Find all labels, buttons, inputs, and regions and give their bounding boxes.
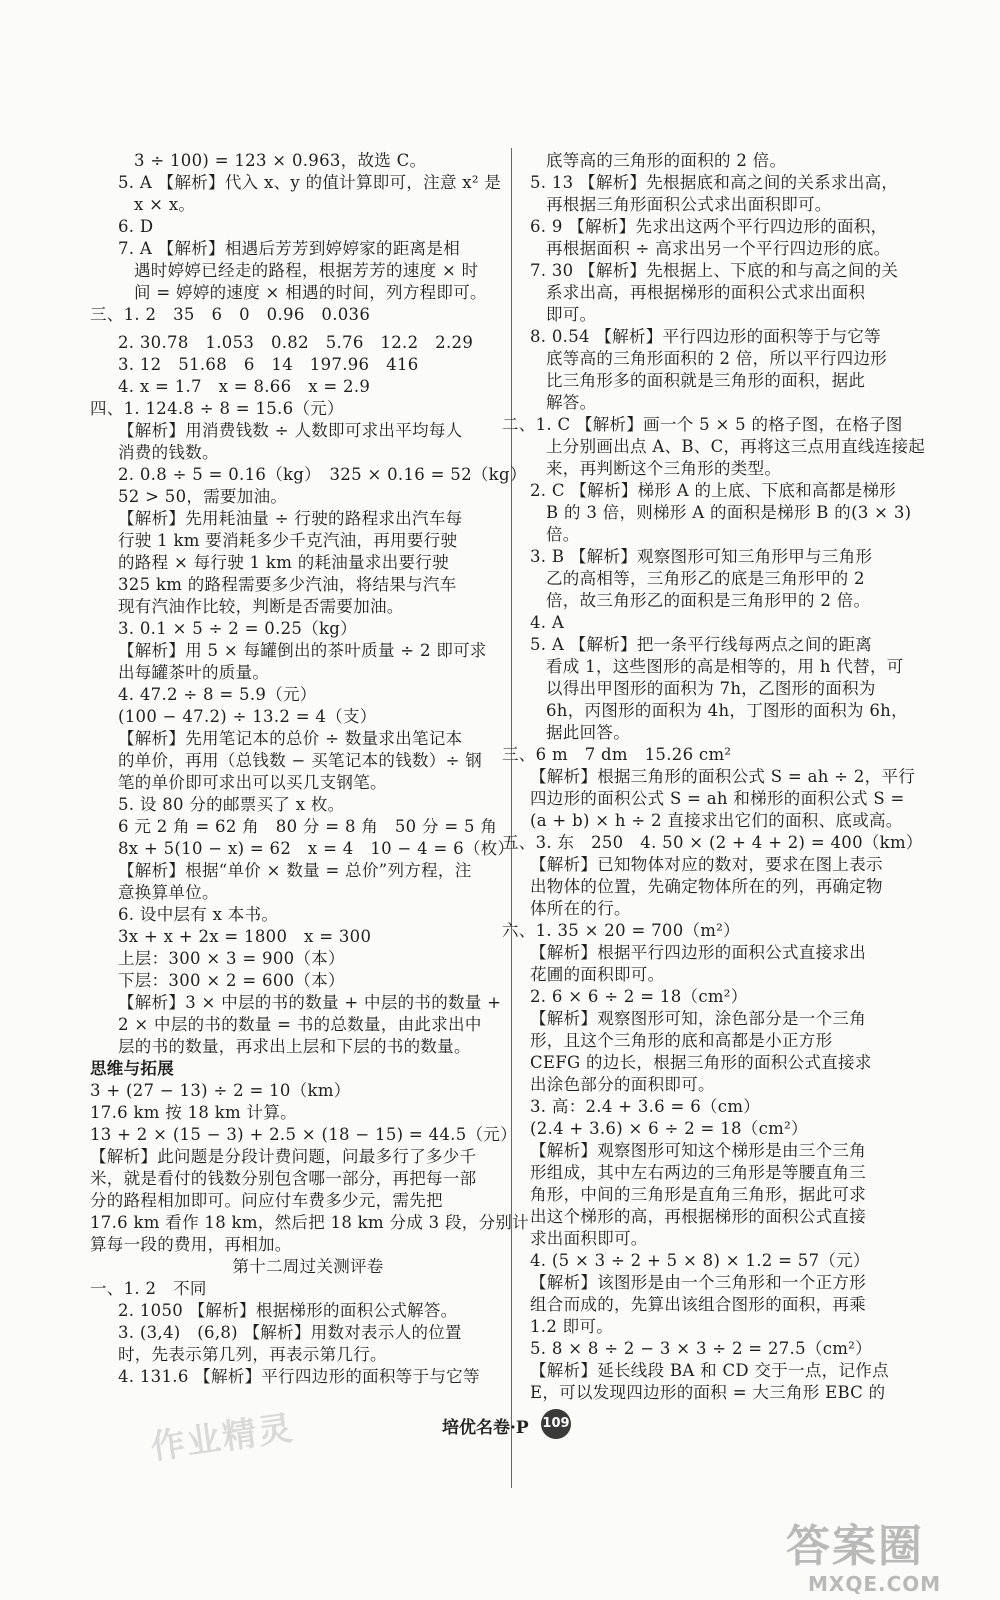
answer-line: 【解析】观察图形可知，涂色部分是一个三角: [530, 1009, 866, 1028]
answer-line: 2. 0.8 ÷ 5 = 0.16（kg） 325 × 0.16 = 52（kg）: [118, 465, 527, 484]
answer-line: 【解析】先用笔记本的总价 ÷ 数量求出笔记本: [118, 729, 463, 748]
answer-line: 比三角形多的面积就是三角形的面积，据此: [546, 371, 866, 390]
answer-line: 上分别画出点 A、B、C，再将这三点用直线连接起: [546, 437, 926, 456]
answer-line: 组合而成的，先算出该组合图形的面积，再乘: [530, 1295, 866, 1314]
answer-line: (2.4 + 3.6) × 6 ÷ 2 = 18（cm²）: [530, 1119, 808, 1138]
answer-line: x × x。: [134, 195, 196, 214]
answer-line: 出这个梯形的高，再根据梯形的面积公式直接: [530, 1207, 866, 1226]
answer-line: 算每一段的费用，再相加。: [90, 1235, 292, 1254]
answer-line: 4. (5 × 3 ÷ 2 + 5 × 8) × 1.2 = 57（元）: [530, 1251, 870, 1270]
answer-line: 5. 13 【解析】先根据底和高之间的关系求出高，: [530, 173, 899, 192]
answer-line: 325 km 的路程需要多少汽油，将结果与汽车: [118, 575, 457, 594]
answer-line: 2. 6 × 6 ÷ 2 = 18（cm²）: [530, 987, 748, 1006]
answer-line: 的路程 × 每行驶 1 km 的耗油量求出要行驶: [118, 553, 449, 572]
answer-line: 看成 1，这些图形的高是相等的，用 h 代替，可: [546, 657, 904, 676]
answer-line: E，可以发现四边形的面积 = 大三角形 EBC 的: [530, 1383, 886, 1402]
answer-line: 【解析】用 5 × 每罐倒出的茶叶质量 ÷ 2 即可求: [118, 641, 487, 660]
answer-line: 5. 设 80 分的邮票买了 x 枚。: [118, 795, 345, 814]
answer-line: 倍，故三角形乙的面积是三角形甲的 2 倍。: [546, 591, 871, 610]
answer-line: 6h，丙图形的面积为 4h，丁图形的面积为 6h，: [546, 701, 908, 720]
answer-line: 求出面积即可。: [530, 1229, 648, 1248]
answer-line: 5. 8 × 8 ÷ 2 − 3 × 3 ÷ 2 = 27.5（cm²）: [530, 1339, 872, 1358]
page-footer: [0, 1405, 1000, 1445]
answer-line: 层的书的数量，再求出上层和下层的书的数量。: [118, 1037, 471, 1056]
answer-line: 【解析】根据三角形的面积公式 S = ah ÷ 2，平行: [530, 767, 916, 786]
answer-line: 二、1. C 【解析】画一个 5 × 5 的格子图，在格子图: [502, 415, 903, 434]
answer-line: 思维与拓展: [90, 1059, 174, 1078]
answer-line: 3x + x + 2x = 1800 x = 300: [118, 927, 372, 946]
answer-line: 形组成，其中左右两边的三角形是等腰直角三: [530, 1163, 866, 1182]
answer-line: 6. 设中层有 x 本书。: [118, 905, 279, 924]
answer-line: 3. 0.1 × 5 ÷ 2 = 0.25（kg）: [118, 619, 357, 638]
answer-line: 倍。: [546, 525, 580, 544]
answer-line: 4. 47.2 ÷ 8 = 5.9（元）: [118, 685, 317, 704]
answer-line: 以得出甲图形的面积为 7h，乙图形的面积为: [546, 679, 876, 698]
answer-line: 8. 0.54 【解析】平行四边形的面积等于与它等: [530, 327, 881, 346]
answer-line: 体所在的行。: [530, 899, 631, 918]
answer-line: 17.6 km 看作 18 km，然后把 18 km 分成 3 段，分别计: [90, 1213, 529, 1232]
answer-line: 【解析】先用耗油量 ÷ 行驶的路程求出汽车每: [118, 509, 463, 528]
answer-line: 3. 高：2.4 + 3.6 = 6（cm）: [530, 1097, 761, 1116]
answer-line: 六、1. 35 × 20 = 700（m²）: [502, 921, 740, 940]
answer-line: 出物体的位置，先确定物体所在的列，再确定物: [530, 877, 883, 896]
answer-line: 三、6 m 7 dm 15.26 cm²: [502, 745, 732, 764]
answer-line: 间 = 婷婷的速度 × 相遇的时间，列方程即可。: [134, 283, 487, 302]
answer-line: 52 > 50，需要加油。: [118, 487, 288, 506]
answer-line: 3. B 【解析】观察图形可知三角形甲与三角形: [530, 547, 873, 566]
answer-line: 2 × 中层的书的数量 = 书的总数量，由此求出中: [118, 1015, 482, 1034]
answer-line: 意换算单位。: [118, 883, 219, 902]
answer-line: 6. 9 【解析】先求出这两个平行四边形的面积，: [530, 217, 888, 236]
answer-line: 【解析】此问题是分段计费问题，问最多行了多少千: [90, 1147, 477, 1166]
answer-line: 行驶 1 km 要消耗多少千克汽油，再用要行驶: [118, 531, 458, 550]
answer-line: 上层：300 × 3 = 900（本）: [118, 949, 345, 968]
watermark-logo: [786, 1510, 941, 1596]
answer-line: 3. (3,4) (6,8) 【解析】用数对表示人的位置: [118, 1323, 462, 1342]
answer-line: 3. 12 51.68 6 14 197.96 416: [118, 355, 419, 374]
watermark-main: 答案圈: [786, 1521, 924, 1572]
answer-line: (a + b) × h ÷ 2 直接求出它们的面积、底或高。: [530, 811, 903, 830]
answer-line: 花圃的面积即可。: [530, 965, 665, 984]
answer-line: 6 元 2 角 = 62 角 80 分 = 8 角 50 分 = 5 角: [118, 817, 498, 836]
answer-line: 第十二周过关测评卷: [232, 1257, 384, 1276]
answer-line: 出每罐茶叶的质量。: [118, 663, 270, 682]
answer-line: 2. C 【解析】梯形 A 的上底、下底和高都是梯形: [530, 481, 897, 500]
answer-line: 解答。: [546, 393, 597, 412]
answer-line: 四边形的面积公式 S = ah 和梯形的面积公式 S =: [530, 789, 905, 808]
answer-line: 底等高的三角形的面积的 2 倍。: [546, 151, 787, 170]
answer-line: 【解析】已知物体对应的数对，要求在图上表示: [530, 855, 883, 874]
answer-line: 系求出高，再根据梯形的面积公式求出面积: [546, 283, 866, 302]
answer-line: 2. 1050 【解析】根据梯形的面积公式解答。: [118, 1301, 458, 1320]
answer-line: 消费的钱数。: [118, 443, 219, 462]
answer-line: 【解析】根据平行四边形的面积公式直接求出: [530, 943, 866, 962]
answer-line: 4. 131.6 【解析】平行四边形的面积等于与它等: [118, 1367, 480, 1386]
watermark-sub: MXQE.COM: [808, 1572, 942, 1596]
answer-line: 7. A 【解析】相遇后芳芳到婷婷家的距离是相: [118, 239, 461, 258]
answer-line: 6. D: [118, 217, 154, 236]
answer-line: 三、1. 2 35 6 0 0.96 0.036: [90, 305, 371, 324]
answer-line: 遇时婷婷已经走的路程，根据芳芳的速度 × 时: [134, 261, 479, 280]
answer-line: 乙的高相等，三角形乙的底是三角形甲的 2: [546, 569, 865, 588]
answer-line: 3 + (27 − 13) ÷ 2 = 10（km）: [90, 1081, 351, 1100]
answer-line: 笔的单价即可求出可以买几支钢笔。: [118, 773, 387, 792]
page-number: 109: [541, 1409, 571, 1439]
answer-line: 再根据面积 ÷ 高求出另一个平行四边形的底。: [546, 239, 891, 258]
answer-line: 13 + 2 × (15 − 3) + 2.5 × (18 − 15) = 44.5（元）: [90, 1125, 517, 1144]
answer-line: CEFG 的边长，根据三角形的面积公式直接求: [530, 1053, 872, 1072]
answer-line: 现有汽油作比较，判断是否需要加油。: [118, 597, 404, 616]
answer-line: 【解析】根据“单价 × 数量 = 总价”列方程，注: [118, 861, 472, 880]
answer-line: 据此回答。: [546, 723, 630, 742]
column-divider: [511, 148, 512, 1488]
answer-line: 再根据三角形面积公式求出面积即可。: [546, 195, 832, 214]
answer-line: B 的 3 倍，则梯形 A 的面积是梯形 B 的(3 × 3): [546, 503, 912, 522]
answer-line: 2. 30.78 1.053 0.82 5.76 12.2 2.29: [118, 333, 474, 352]
answer-line: 五、3. 东 250 4. 50 × (2 + 4 + 2) = 400（km）: [502, 833, 923, 852]
answer-line: 出涂色部分的面积即可。: [530, 1075, 715, 1094]
answer-line: 【解析】用消费钱数 ÷ 人数即可求出平均每人: [118, 421, 463, 440]
answer-line: (100 − 47.2) ÷ 13.2 = 4（支）: [118, 707, 377, 726]
answer-line: 分的路程相加即可。问应付车费多少元，需先把: [90, 1191, 443, 1210]
answer-line: 4. A: [530, 613, 565, 632]
answer-line: 17.6 km 按 18 km 计算。: [90, 1103, 297, 1122]
answer-line: 5. A 【解析】代入 x、y 的值计算即可，注意 x² 是: [118, 173, 502, 192]
footer-title: 培优名卷·P: [442, 1418, 529, 1438]
answer-line: 5. A 【解析】把一条平行线每两点之间的距离: [530, 635, 873, 654]
answer-line: 的单价，再用（总钱数 − 买笔记本的钱数）÷ 钢: [118, 751, 483, 770]
stamp: 作业精灵: [148, 1408, 297, 1468]
answer-line: 【解析】观察图形可知这个梯形是由三个三角: [530, 1141, 866, 1160]
answer-line: 【解析】该图形是由一个三角形和一个正方形: [530, 1273, 866, 1292]
answer-line: 1.2 即可。: [530, 1317, 614, 1336]
answer-line: 米，就是看付的钱数分别包含哪一部分，再把每一部: [90, 1169, 477, 1188]
answer-line: 即可。: [546, 305, 597, 324]
answer-line: 7. 30 【解析】先根据上、下底的和与高之间的关: [530, 261, 899, 280]
answer-line: 形，且这个三角形的底和高都是小正方形: [530, 1031, 833, 1050]
answer-line: 4. x = 1.7 x = 8.66 x = 2.9: [118, 377, 371, 396]
answer-line: 时，先表示第几列，再表示第几行。: [118, 1345, 387, 1364]
answer-line: 【解析】3 × 中层的书的数量 + 中层的书的数量 +: [118, 993, 502, 1012]
answer-line: 8x + 5(10 − x) = 62 x = 4 10 − 4 = 6（枚）: [118, 839, 515, 858]
answer-line: 底等高的三角形面积的 2 倍，所以平行四边形: [546, 349, 888, 368]
answer-line: 来，再判断这个三角形的类型。: [546, 459, 782, 478]
answer-line: 下层：300 × 2 = 600（本）: [118, 971, 345, 990]
answer-line: 【解析】延长线段 BA 和 CD 交于一点，记作点: [530, 1361, 889, 1380]
answer-line: 四、1. 124.8 ÷ 8 = 15.6（元）: [90, 399, 344, 418]
answer-line: 3 ÷ 100) = 123 × 0.963，故选 C。: [134, 151, 427, 170]
answer-line: 一、1. 2 不同: [90, 1279, 207, 1298]
answer-line: 角形，中间的三角形是直角三角形，据此可求: [530, 1185, 866, 1204]
